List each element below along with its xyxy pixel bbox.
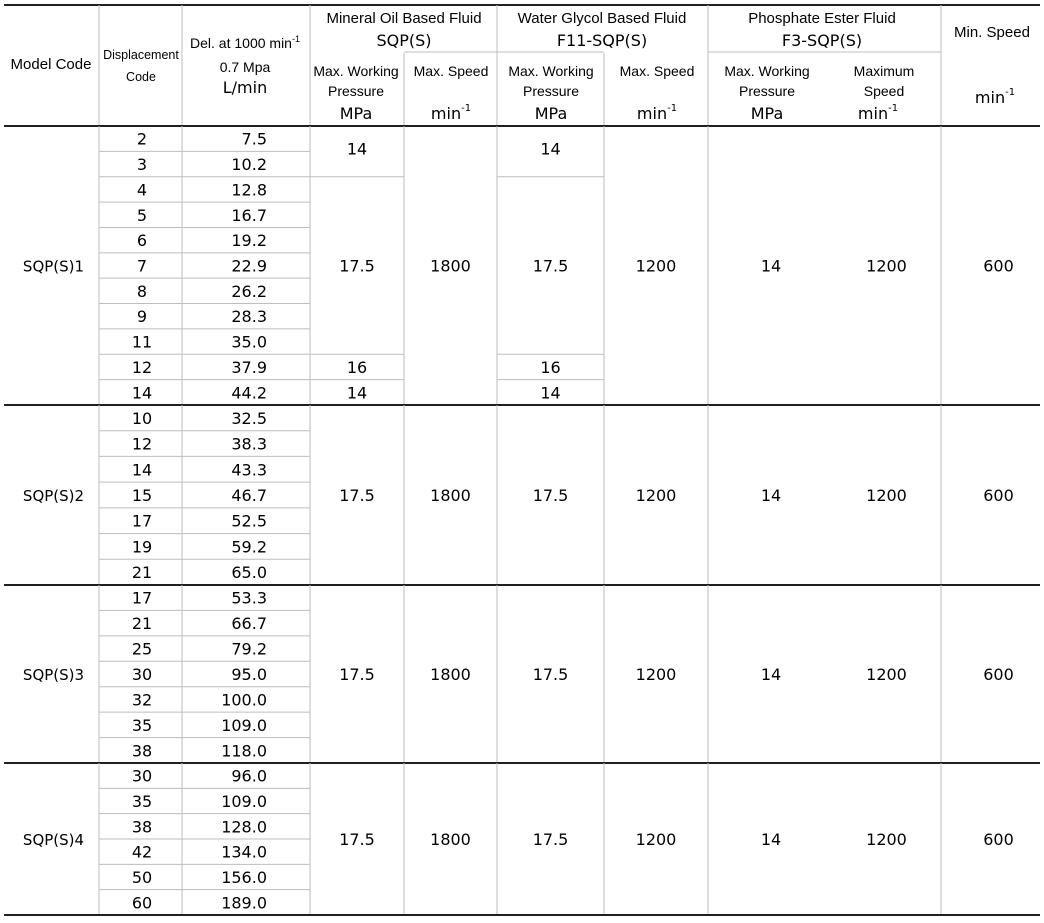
phosphate-speed-cell: 1200 [866, 665, 907, 684]
header-phosphate-title: Phosphate Ester Fluid [748, 10, 896, 27]
delivery-cell: 12.8 [231, 180, 267, 200]
header-min-speed: Min. Speed [954, 24, 1030, 41]
displacement-code-cell: 12 [131, 434, 153, 454]
displacement-code-cell: 21 [131, 563, 153, 583]
water-pressure-cell: 16 [540, 357, 561, 377]
displacement-code-cell: 35 [131, 715, 153, 735]
water-speed-cell: 1200 [635, 830, 677, 849]
header-water-title: Water Glycol Based Fluid [517, 10, 687, 27]
model-code-cell: SQP(S)4 [22, 831, 85, 849]
min-speed-cell: 600 [983, 486, 1014, 505]
header-mineral-speed: Max. Speed [413, 63, 489, 79]
header-delivery-line1: Del. at 1000 $\min^{-1}$ [190, 34, 300, 51]
delivery-cell: 95.0 [231, 665, 267, 684]
min-speed-cell: 600 [983, 830, 1014, 849]
displacement-code-cell: 50 [131, 868, 153, 887]
delivery-cell: 109.0 [221, 715, 267, 735]
header-water-speed: Max. Speed [619, 63, 695, 79]
delivery-cell: 38.3 [231, 434, 267, 454]
header-delivery-line2: 0.7 Mpa [219, 59, 271, 75]
header-mineral-pressure-line1: Max. Working [313, 63, 399, 79]
table-header [11, 10, 1030, 123]
delivery-cell: 10.2 [231, 155, 267, 175]
delivery-cell: 53.3 [231, 588, 267, 608]
water-speed-cell: 1200 [635, 256, 677, 276]
displacement-code-cell: 3 [136, 155, 148, 175]
header-phosphate-speed-unit: $\min^{-1}$ [857, 103, 899, 123]
table-body [23, 130, 1014, 913]
water-pressure-cell: 17.5 [532, 486, 569, 505]
table-grid-lines [4, 5, 1040, 915]
displacement-code-cell: 14 [131, 460, 153, 480]
displacement-code-cell: 6 [136, 231, 148, 251]
delivery-cell: 59.2 [231, 537, 267, 557]
delivery-cell: 7.5 [241, 129, 267, 149]
displacement-code-cell: 60 [131, 893, 153, 913]
header-phosphate-model: F3-SQP(S) [781, 31, 863, 50]
displacement-code-cell: 2 [136, 129, 148, 149]
delivery-cell: 19.2 [231, 231, 267, 251]
displacement-code-cell: 9 [136, 307, 148, 327]
delivery-cell: 134.0 [221, 842, 267, 862]
displacement-code-cell: 42 [131, 842, 153, 862]
displacement-code-cell: 30 [131, 665, 153, 684]
header-water-pressure-line2: Pressure [522, 83, 580, 99]
displacement-code-cell: 14 [131, 383, 153, 403]
min-speed-cell: 600 [983, 665, 1014, 684]
model-code-cell: SQP(S)1 [22, 257, 85, 276]
phosphate-speed-cell: 1200 [866, 256, 907, 276]
displacement-code-cell: 38 [131, 817, 153, 837]
header-model-code: Model Code [10, 56, 92, 73]
delivery-cell: 22.9 [231, 256, 267, 276]
displacement-code-cell: 38 [131, 741, 153, 761]
phosphate-pressure-cell: 14 [760, 256, 782, 276]
mineral-pressure-cell: 14 [346, 139, 368, 159]
water-speed-cell: 1200 [635, 665, 677, 684]
mineral-pressure-cell: 17.5 [339, 665, 375, 684]
displacement-code-cell: 17 [131, 588, 153, 608]
header-mineral-title: Mineral Oil Based Fluid [326, 10, 482, 27]
delivery-cell: 79.2 [231, 639, 267, 659]
delivery-cell: 189.0 [221, 893, 267, 913]
delivery-cell: 44.2 [231, 383, 267, 403]
delivery-cell: 52.5 [231, 511, 267, 531]
header-displacement-code-line2: Code [126, 70, 156, 84]
phosphate-pressure-cell: 14 [760, 665, 782, 684]
header-min-speed-unit: $\min^{-1}$ [974, 87, 1016, 107]
delivery-cell: 35.0 [231, 332, 267, 352]
displacement-code-cell: 19 [131, 537, 153, 557]
header-water-pressure-unit: MPa [534, 104, 568, 123]
displacement-code-cell: 7 [136, 256, 148, 276]
delivery-cell: 156.0 [221, 868, 267, 887]
header-mineral-pressure-unit: MPa [339, 104, 373, 123]
header-water-model: F11-SQP(S) [556, 31, 648, 50]
delivery-cell: 43.3 [231, 460, 267, 480]
displacement-code-cell: 15 [131, 486, 153, 505]
phosphate-pressure-cell: 14 [760, 830, 782, 849]
displacement-code-cell: 10 [131, 408, 153, 428]
phosphate-pressure-cell: 14 [760, 486, 782, 505]
water-pressure-cell: 14 [540, 139, 561, 159]
water-pressure-cell: 17.5 [532, 830, 569, 849]
mineral-speed-cell: 1800 [430, 256, 471, 276]
delivery-cell: 37.9 [231, 357, 267, 377]
displacement-code-cell: 11 [131, 332, 153, 352]
displacement-code-cell: 21 [131, 614, 153, 634]
delivery-cell: 16.7 [231, 205, 267, 225]
model-code-cell: SQP(S)2 [22, 487, 85, 505]
header-mineral-model: SQP(S) [376, 31, 432, 50]
mineral-pressure-cell: 17.5 [339, 486, 375, 505]
displacement-code-cell: 32 [131, 690, 153, 710]
delivery-cell: 65.0 [231, 563, 267, 583]
delivery-cell: 128.0 [221, 817, 267, 837]
water-speed-cell: 1200 [635, 486, 677, 505]
displacement-code-cell: 5 [136, 205, 148, 225]
mineral-pressure-cell: 17.5 [339, 256, 375, 276]
delivery-cell: 96.0 [231, 766, 267, 786]
header-mineral-speed-unit: $\min^{-1}$ [430, 103, 472, 123]
model-code-cell: SQP(S)3 [22, 666, 85, 684]
displacement-code-cell: 25 [131, 639, 153, 659]
delivery-cell: 46.7 [231, 486, 267, 505]
delivery-cell: 100.0 [221, 690, 267, 710]
delivery-cell: 66.7 [231, 614, 267, 634]
displacement-code-cell: 30 [131, 766, 153, 786]
phosphate-speed-cell: 1200 [866, 830, 907, 849]
header-phosphate-pressure-line1: Max. Working [724, 63, 810, 79]
displacement-code-cell: 17 [131, 511, 153, 531]
header-phosphate-speed-line1: Maximum [853, 63, 915, 79]
mineral-speed-cell: 1800 [430, 665, 471, 684]
mineral-speed-cell: 1800 [430, 486, 471, 505]
displacement-code-cell: 8 [136, 281, 148, 301]
min-speed-cell: 600 [983, 256, 1014, 276]
phosphate-speed-cell: 1200 [866, 486, 907, 505]
water-pressure-cell: 17.5 [532, 665, 569, 684]
header-water-speed-unit: $\min^{-1}$ [636, 103, 678, 123]
header-phosphate-pressure-unit: MPa [750, 104, 784, 123]
header-phosphate-pressure-line2: Pressure [738, 83, 796, 99]
delivery-cell: 118.0 [221, 741, 267, 761]
delivery-cell: 28.3 [231, 307, 267, 327]
water-pressure-cell: 17.5 [532, 256, 569, 276]
mineral-pressure-cell: 16 [346, 357, 368, 377]
mineral-pressure-cell: 14 [346, 383, 368, 403]
displacement-code-cell: 12 [131, 357, 153, 377]
delivery-cell: 32.5 [231, 408, 267, 428]
header-phosphate-speed-line2: Speed [863, 83, 905, 99]
displacement-code-cell: 35 [131, 792, 153, 811]
header-mineral-pressure-line2: Pressure [327, 83, 385, 99]
mineral-pressure-cell: 17.5 [339, 830, 375, 849]
header-water-pressure-line1: Max. Working [508, 63, 594, 79]
displacement-code-cell: 4 [136, 180, 148, 200]
delivery-cell: 26.2 [231, 281, 267, 301]
delivery-cell: 109.0 [221, 792, 267, 811]
water-pressure-cell: 14 [540, 383, 561, 403]
mineral-speed-cell: 1800 [430, 830, 471, 849]
header-delivery-unit: L/min [222, 78, 268, 97]
header-displacement-code-line1: Displacement [103, 48, 179, 62]
